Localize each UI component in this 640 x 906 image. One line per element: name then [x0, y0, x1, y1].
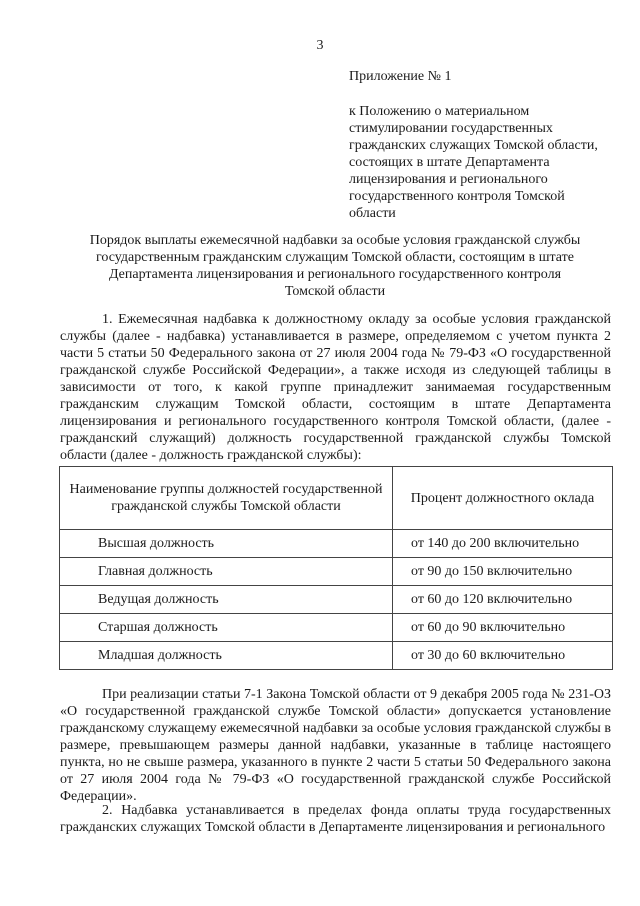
- page-number: 3: [316, 38, 324, 53]
- table-row: [60, 614, 613, 642]
- annex-line: стимулировании государственных: [349, 121, 553, 136]
- cell-percent: от 60 до 90 включительно: [393, 614, 613, 642]
- allowance-table: [59, 466, 613, 670]
- annex-line: государственного контроля Томской: [349, 189, 565, 204]
- heading-line: Томской области: [284, 284, 386, 299]
- header-group: Наименование группы должностей государственной гражданской службы Томской области: [60, 467, 393, 530]
- cell-percent: от 60 до 120 включительно: [393, 586, 613, 614]
- annex-line: области: [349, 206, 396, 221]
- annex-line: лицензирования и регионального: [349, 172, 548, 187]
- document-heading: [60, 232, 610, 300]
- cell-percent: от 140 до 200 включительно: [393, 530, 613, 558]
- cell-group: Ведущая должность: [60, 586, 393, 614]
- paragraph-3-text: 2. Надбавка устанавливается в пределах фонда оплаты труда государственных гражданских служащих Томской области в Департаменте лицензирования и регионального: [60, 803, 611, 835]
- cell-group: Старшая должность: [60, 614, 393, 642]
- heading-line: государственным гражданским служащим Томской области, состоящим в штате: [96, 250, 574, 265]
- annex-line: к Положению о материальном: [349, 104, 530, 119]
- paragraph-2: [60, 686, 611, 805]
- header-percent: Процент должностного оклада: [393, 467, 613, 530]
- cell-group: Младшая должность: [60, 642, 393, 670]
- paragraph-3: [60, 802, 611, 836]
- cell-group: Главная должность: [60, 558, 393, 586]
- heading-line: Департамента лицензирования и регионального государственного контроля: [108, 267, 562, 282]
- annex-line: гражданских служащих Томской области,: [349, 138, 598, 153]
- annex-line: состоящих в штате Департамента: [349, 155, 550, 170]
- table-row: [60, 586, 613, 614]
- paragraph-2-text: При реализации статьи 7-1 Закона Томской области от 9 декабря 2005 года № 231-ОЗ «О государственной гражданской службе Томской области» допускается установление гражданскому служащему ежемесячной надбавки за особые условия гражданской службы в размере, превышающем размеры данной надбавки, указанные в таблице настоящего пункта, но не свыше размера, указанного в пункте 2 части 5 статьи 50 Федерального закона от 27 июля 2004 года № 79-ФЗ «О государственной гражданской службе Российской Федерации».: [60, 687, 611, 804]
- cell-percent: от 30 до 60 включительно: [393, 642, 613, 670]
- annex-block: [349, 68, 619, 222]
- table-row: [60, 642, 613, 670]
- cell-group: Высшая должность: [60, 530, 393, 558]
- paragraph-1: [60, 311, 611, 464]
- cell-percent: от 90 до 150 включительно: [393, 558, 613, 586]
- table-row: [60, 558, 613, 586]
- table-row: [60, 530, 613, 558]
- heading-line: Порядок выплаты ежемесячной надбавки за особые условия гражданской службы: [89, 233, 581, 248]
- annex-label: Приложение № 1: [349, 69, 452, 84]
- table-header-row: [60, 467, 613, 530]
- paragraph-1-text: 1. Ежемесячная надбавка к должностному окладу за особые условия гражданской службы (далее - надбавка) устанавливается в размере, определяемом с учетом пункта 2 части 5 статьи 50 Федерального закона от 27 июля 2004 года № 79-ФЗ «О государственной гражданской службе Российской Федерации», а также исходя из следующей таблицы в зависимости от того, к какой группе принадлежит занимаемая государственным гражданским служащим Томской области, состоящим в штате Департамента лицензирования и регионального государственного контроля Томской области, (далее - гражданский служащий) должность государственной гражданской службы Томской области (далее - должность гражданской службы):: [60, 312, 611, 463]
